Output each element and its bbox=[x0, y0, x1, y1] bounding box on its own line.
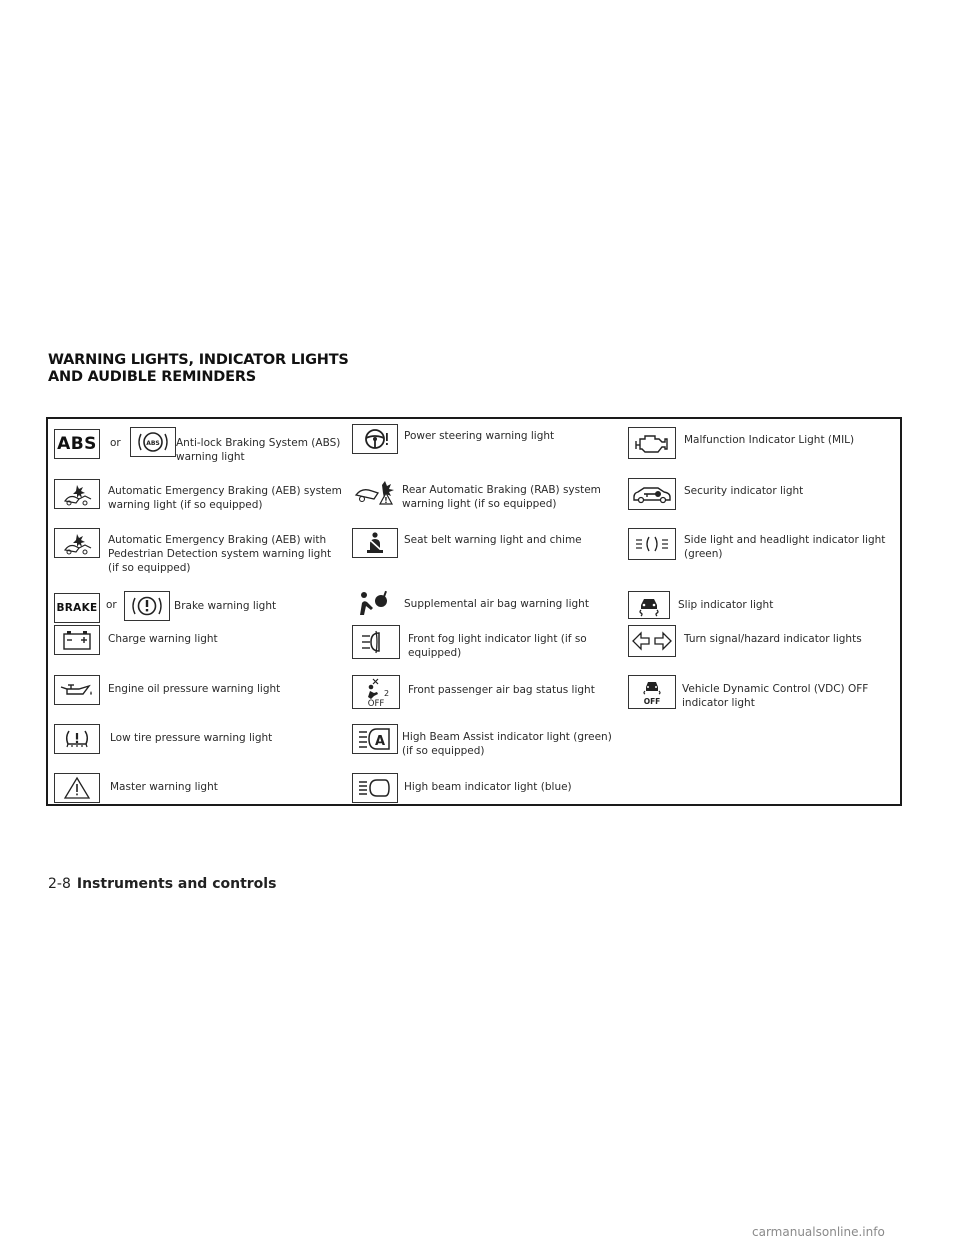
item-charge-label: Charge warning light bbox=[108, 633, 218, 645]
item-vdc-off-label: Vehicle Dynamic Control (VDC) OFF indicator light bbox=[682, 683, 869, 709]
item-brake-label: Brake warning light bbox=[174, 600, 277, 612]
turn-signal-arrows-icon bbox=[628, 625, 676, 657]
item-high-beam-label: High beam indicator light (blue) bbox=[404, 781, 572, 793]
oil-can-icon bbox=[54, 675, 100, 705]
item-side-light-label: Side light and headlight indicator light (green) bbox=[684, 534, 886, 560]
side-light-icon bbox=[628, 528, 676, 560]
vdc-off-text: OFF bbox=[643, 697, 661, 706]
item-fog-light-label: Front fog light indicator light (if so equipped) bbox=[408, 633, 587, 659]
passenger-off-text: OFF bbox=[367, 699, 385, 708]
page-number: 2-8 bbox=[48, 876, 71, 892]
svg-text:2: 2 bbox=[384, 689, 390, 698]
passenger-air-bag-off-icon bbox=[352, 675, 400, 709]
item-aeb-pedestrian-label: Automatic Emergency Braking (AEB) with Pedestrian Detection system warning light (if so equipped) bbox=[108, 534, 332, 574]
fog-light-icon bbox=[352, 625, 400, 659]
or-text: or bbox=[106, 599, 117, 611]
aeb-icon bbox=[54, 479, 100, 509]
svg-text:ABS: ABS bbox=[146, 440, 160, 447]
svg-text:A: A bbox=[374, 734, 386, 749]
steering-wheel-icon bbox=[352, 424, 398, 454]
battery-icon bbox=[54, 625, 100, 655]
air-bag-icon bbox=[352, 589, 398, 619]
security-car-key-icon bbox=[628, 478, 676, 510]
item-high-beam-assist-label: High Beam Assist indicator light (green) (if so equipped) bbox=[402, 731, 612, 757]
item-mil-label: Malfunction Indicator Light (MIL) bbox=[684, 434, 855, 446]
item-abs-label: Anti-lock Braking System (ABS) warning light bbox=[176, 437, 341, 463]
brake-circle-icon bbox=[124, 591, 170, 621]
high-beam-assist-icon bbox=[352, 724, 398, 754]
section-heading bbox=[48, 352, 349, 386]
item-rab-label: Rear Automatic Braking (RAB) system warning light (if so equipped) bbox=[402, 484, 601, 510]
warning-triangle-icon bbox=[54, 773, 100, 803]
item-tire-pressure-label: Low tire pressure warning light bbox=[110, 732, 273, 744]
heading-line-2: AND AUDIBLE REMINDERS bbox=[48, 369, 257, 385]
tire-pressure-icon bbox=[54, 724, 100, 754]
item-power-steering-label: Power steering warning light bbox=[404, 430, 555, 442]
high-beam-icon bbox=[352, 773, 398, 803]
watermark: carmanualsonline.info bbox=[752, 1225, 885, 1239]
aeb-pedestrian-icon bbox=[54, 528, 100, 558]
or-text: or bbox=[110, 437, 121, 449]
abs-text: ABS bbox=[57, 434, 97, 454]
seat-belt-icon bbox=[352, 528, 398, 558]
abs-text-icon bbox=[54, 429, 100, 459]
item-aeb-label: Automatic Emergency Braking (AEB) system warning light (if so equipped) bbox=[108, 485, 342, 511]
svg-text:!: ! bbox=[384, 496, 388, 505]
slip-car-icon bbox=[628, 591, 670, 619]
item-slip-label: Slip indicator light bbox=[678, 599, 774, 611]
brake-text-icon bbox=[54, 593, 100, 623]
item-turn-signal-label: Turn signal/hazard indicator lights bbox=[684, 633, 862, 645]
page-footer bbox=[48, 876, 276, 892]
rear-braking-icon bbox=[352, 477, 398, 507]
item-seat-belt-label: Seat belt warning light and chime bbox=[404, 534, 582, 546]
item-security-label: Security indicator light bbox=[684, 485, 804, 497]
section-title: Instruments and controls bbox=[76, 876, 277, 892]
warning-lights-panel bbox=[46, 417, 902, 806]
abs-circle-icon bbox=[130, 427, 176, 457]
item-oil-label: Engine oil pressure warning light bbox=[108, 683, 281, 695]
brake-text: BRAKE bbox=[56, 602, 98, 614]
engine-icon bbox=[628, 427, 676, 459]
item-master-warning-label: Master warning light bbox=[110, 781, 218, 793]
item-air-bag-label: Supplemental air bag warning light bbox=[404, 598, 589, 610]
item-passenger-air-bag-label: Front passenger air bag status light bbox=[408, 684, 595, 696]
vdc-off-icon bbox=[628, 675, 676, 709]
heading-line-1: WARNING LIGHTS, INDICATOR LIGHTS bbox=[48, 352, 349, 368]
